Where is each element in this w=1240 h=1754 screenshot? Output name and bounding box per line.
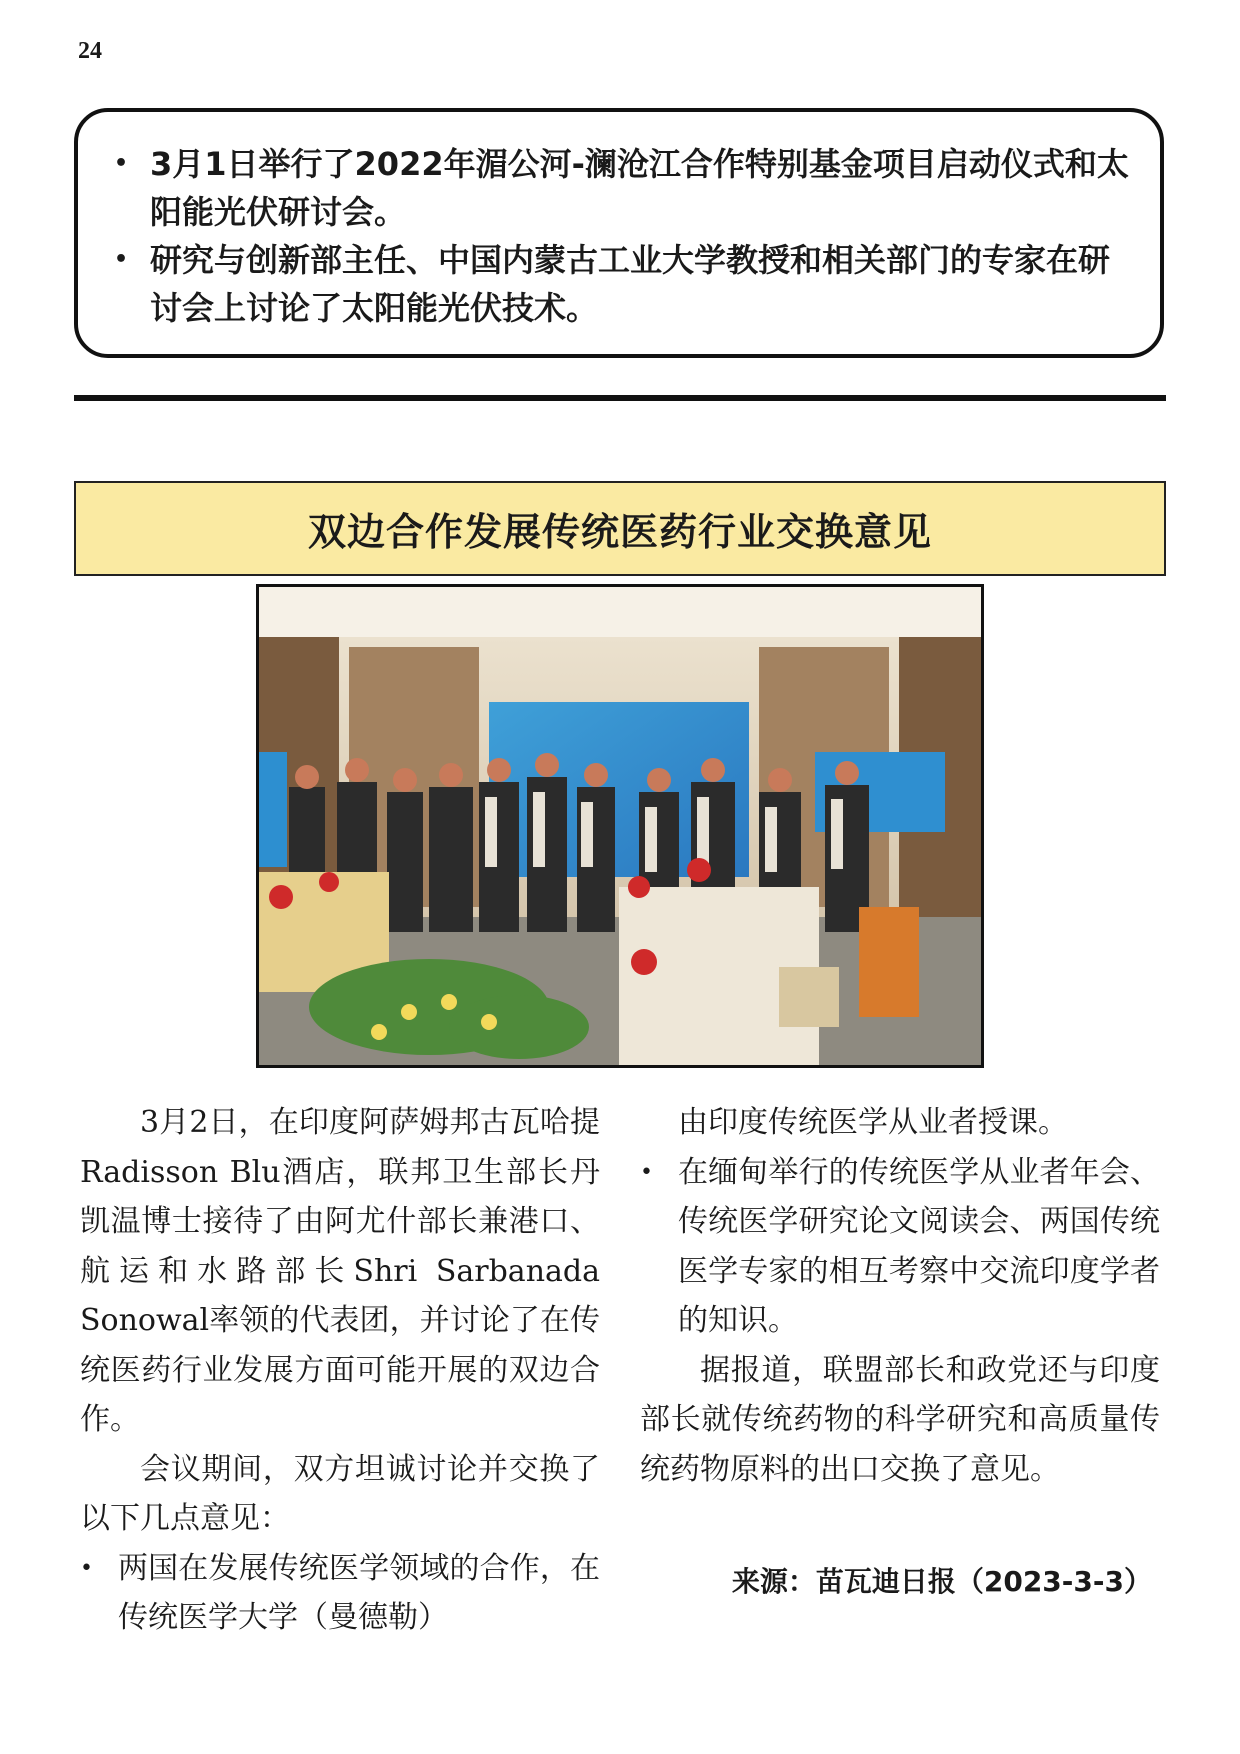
- article-column-right: [640, 1098, 1160, 1494]
- article-bullet-continuation: [640, 1098, 1160, 1148]
- article-column-left: [80, 1098, 600, 1643]
- article-bullet-text: 两国在发展传统医学领域的合作，在传统医学大学（曼德勒）: [118, 1550, 600, 1635]
- article-paragraph: 据报道，联盟部长和政党还与印度部长就传统药物的科学研究和高质量传统药物原料的出口交换了意见。: [640, 1352, 1160, 1487]
- article-title: 双边合作发展传统医药行业交换意见: [307, 510, 932, 554]
- article-source: 来源：苗瓦迪日报（2023-3-3）: [731, 1565, 1152, 1598]
- summary-item: [104, 236, 1132, 332]
- bullet-icon: •: [114, 151, 129, 176]
- bullet-icon: •: [80, 1555, 93, 1581]
- page-number: 24: [78, 38, 102, 64]
- article-title-banner: [74, 481, 1166, 576]
- article-bullet-text: 由印度传统医学从业者授课。: [678, 1105, 1068, 1140]
- bullet-icon: •: [640, 1159, 653, 1185]
- article-paragraph: 3月2日，在印度阿萨姆邦古瓦哈提Radisson Blu酒店，联邦卫生部长丹凯温博士接待了由阿尤什部长兼港口、航运和水路部长Shri Sarbanada Sonowal率领的代表团，并讨论了在传统医药行业发展方面可能开展的双边合作。: [80, 1105, 600, 1437]
- article-bullet-item: [80, 1544, 600, 1643]
- article-bullet-list: [640, 1098, 1160, 1346]
- article-bullet-item: [640, 1148, 1160, 1346]
- summary-item: [104, 140, 1132, 236]
- article-photo: [256, 584, 984, 1068]
- summary-list: [104, 140, 1132, 332]
- summary-item-text: 研究与创新部主任、中国内蒙古工业大学教授和相关部门的专家在研讨会上讨论了太阳能光伏技术。: [150, 241, 1111, 327]
- bullet-icon: •: [114, 247, 129, 272]
- article-bullet-list: [80, 1544, 600, 1643]
- article-bullet-text: 在缅甸举行的传统医学从业者年会、传统医学研究论文阅读会、两国传统医学专家的相互考察中交流印度学者的知识。: [678, 1154, 1160, 1338]
- group-photo-image: [259, 587, 981, 1065]
- summary-box: [74, 108, 1164, 358]
- summary-item-text: 3月1日举行了2022年湄公河-澜沧江合作特别基金项目启动仪式和太阳能光伏研讨会。: [150, 145, 1129, 231]
- section-divider: [74, 395, 1166, 401]
- article-paragraph: 会议期间，双方坦诚讨论并交换了以下几点意见：: [80, 1451, 600, 1536]
